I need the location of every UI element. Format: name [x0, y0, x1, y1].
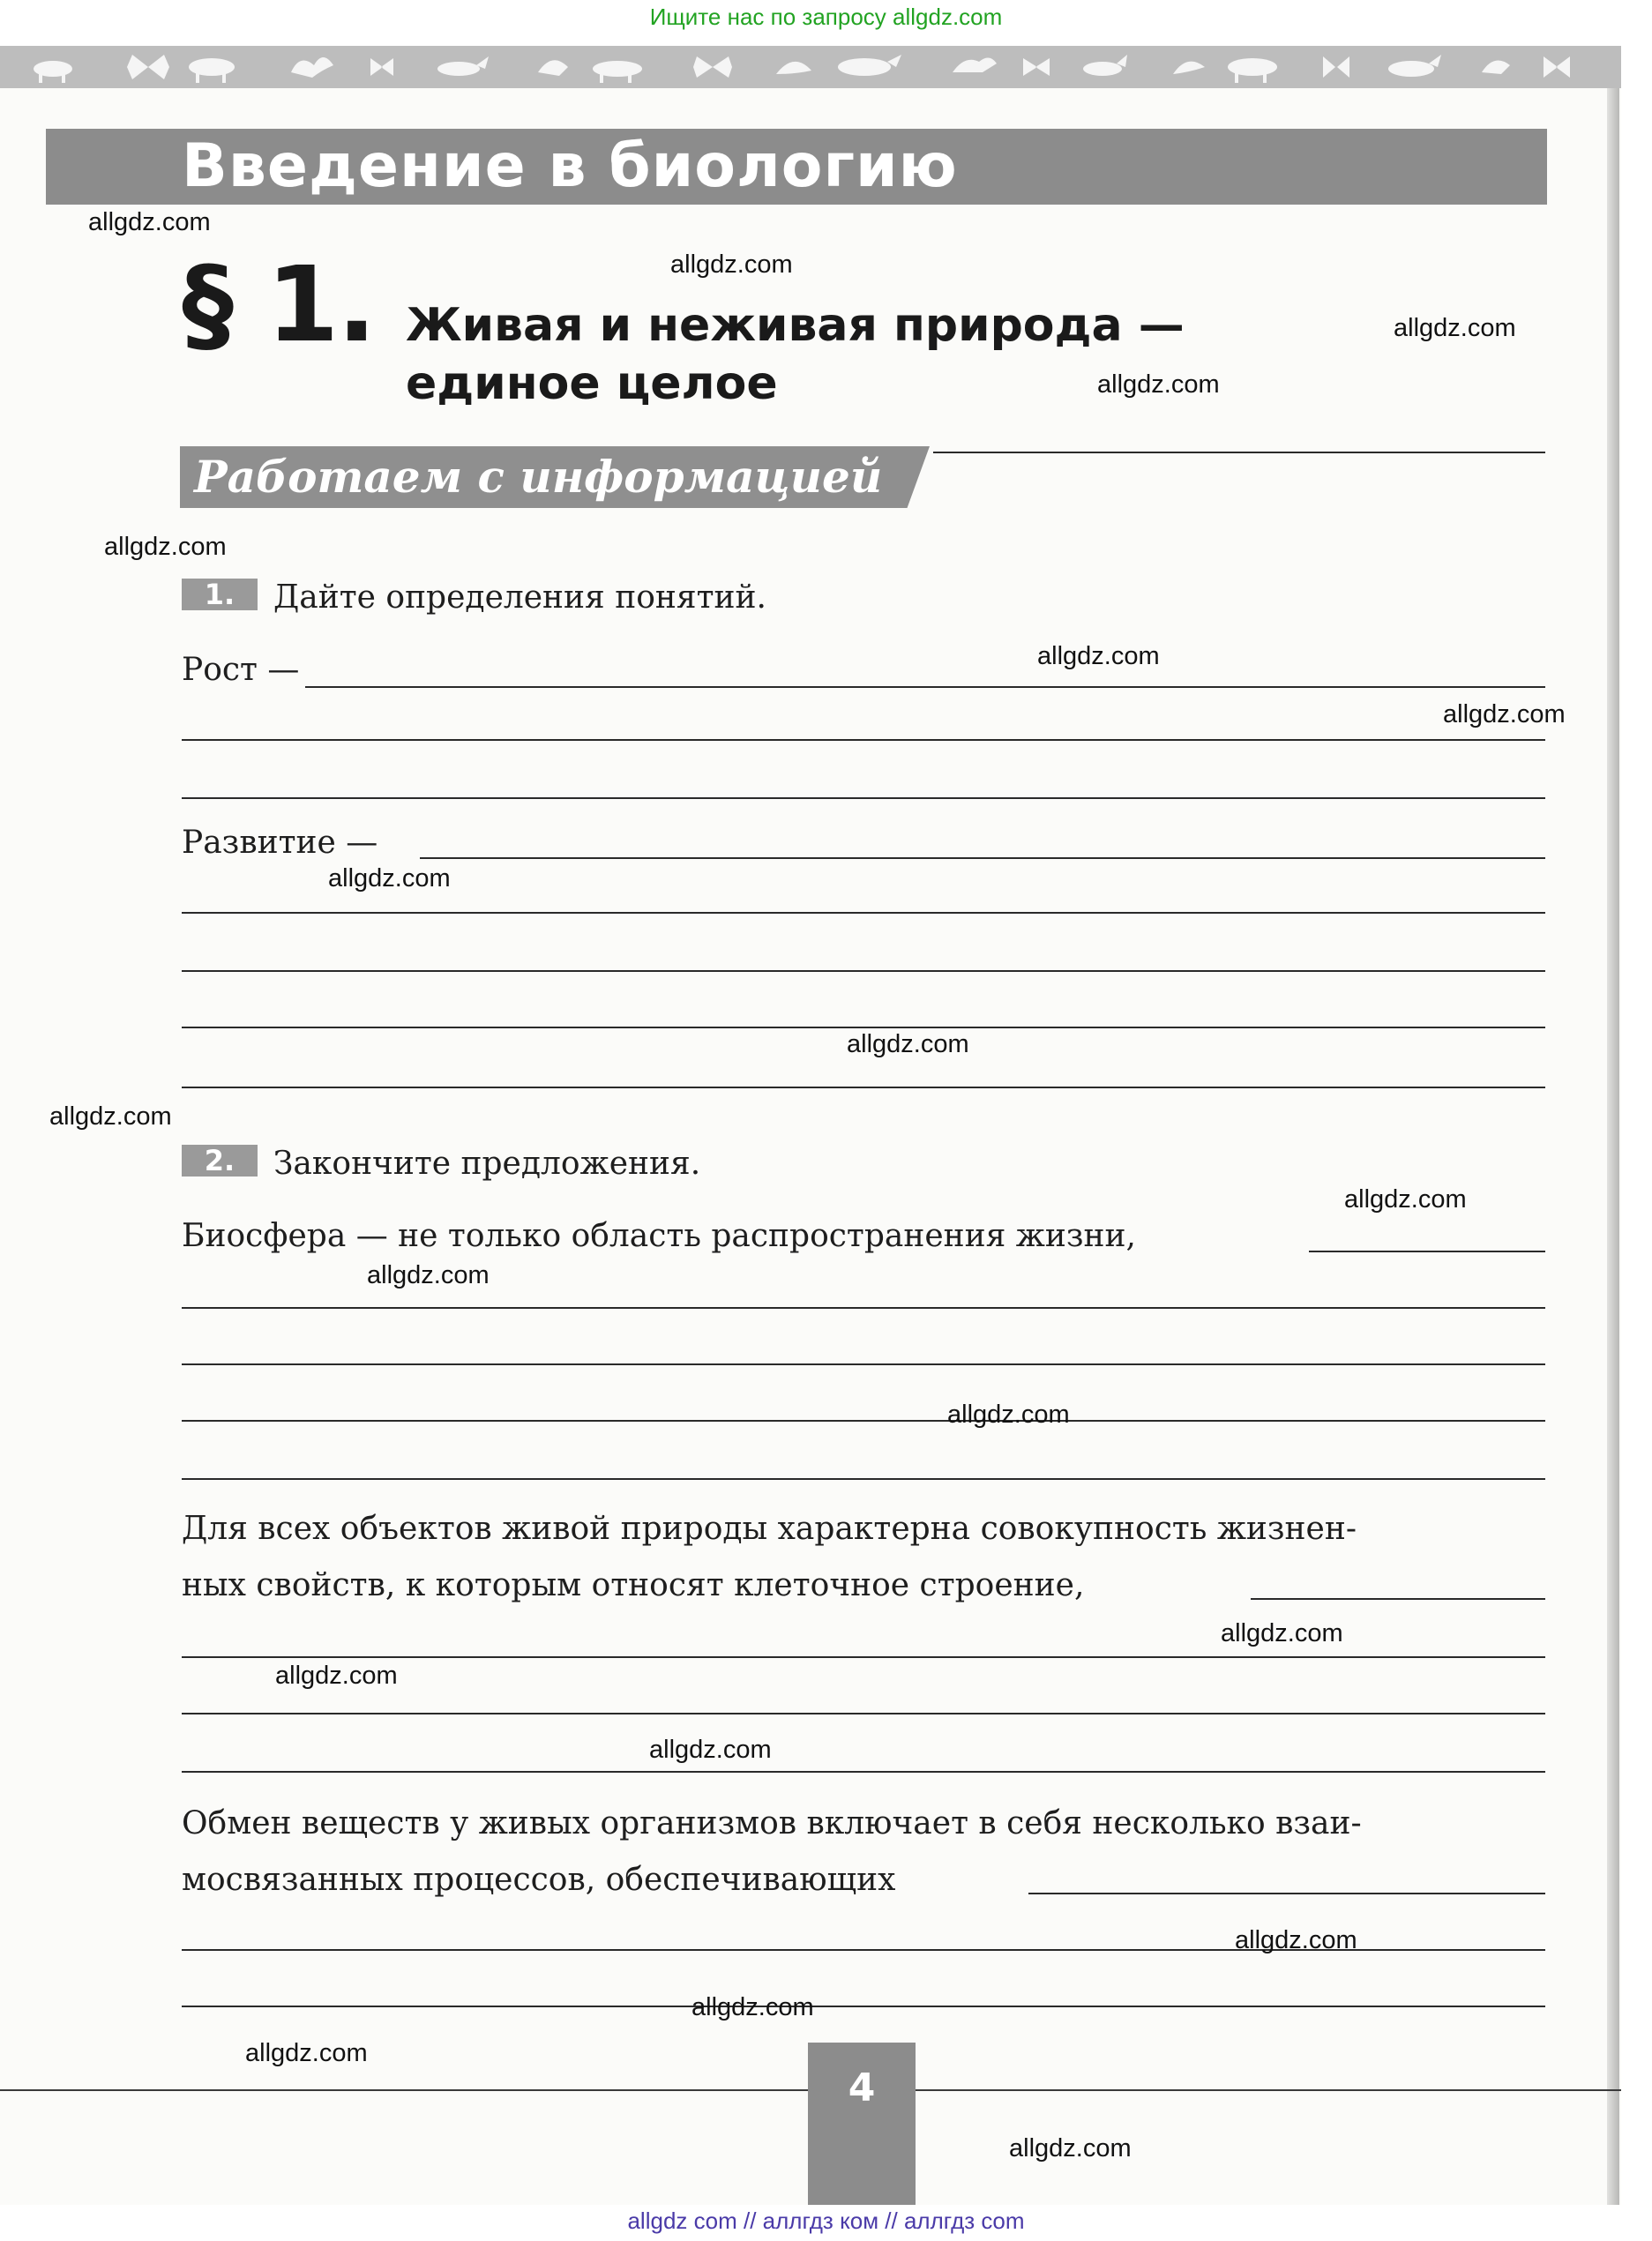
answer-line-biosphere-1[interactable]: [1309, 1251, 1545, 1252]
watermark[interactable]: allgdz.com: [670, 250, 793, 279]
watermark[interactable]: allgdz.com: [1221, 1619, 1343, 1647]
paragraph-title: [406, 296, 1185, 413]
animal-silhouette-banner: [0, 46, 1621, 88]
watermark[interactable]: allgdz.com: [367, 1261, 490, 1289]
sentence-metabolism-line2: мосвязанных процессов, обеспечивающих: [182, 1862, 896, 1898]
answer-line-properties-2[interactable]: [182, 1656, 1545, 1658]
sentence-properties-line2: ных свойств, к которым относят клеточное строение,: [182, 1567, 1085, 1603]
answer-line-properties-4[interactable]: [182, 1771, 1545, 1773]
watermark[interactable]: allgdz.com: [275, 1662, 398, 1690]
watermark[interactable]: allgdz.com: [1443, 700, 1566, 728]
watermark[interactable]: allgdz.com: [1394, 314, 1516, 342]
answer-line-development-1[interactable]: [420, 857, 1545, 859]
answer-line-biosphere-4[interactable]: [182, 1420, 1545, 1422]
answer-line-development-4[interactable]: [182, 1027, 1545, 1028]
task-2: [182, 1145, 700, 1180]
watermark[interactable]: allgdz.com: [1009, 2134, 1132, 2163]
sentence-properties-line1: Для всех объектов живой природы характерна совокупность жизнен-: [182, 1511, 1357, 1547]
watermark[interactable]: allgdz.com: [104, 533, 227, 561]
watermark[interactable]: allgdz.com: [1344, 1185, 1467, 1214]
answer-line-properties-3[interactable]: [182, 1713, 1545, 1714]
term-growth: Рост —: [182, 652, 300, 688]
top-note[interactable]: Ищите нас по запросу allgdz.com: [649, 4, 1003, 30]
watermark[interactable]: allgdz.com: [88, 208, 211, 236]
animal-silhouettes-icon: [0, 46, 1621, 88]
answer-line-metabolism-3[interactable]: [182, 2006, 1545, 2007]
task-1: [182, 579, 766, 614]
watermark[interactable]: allgdz.com: [1037, 642, 1160, 670]
answer-line-development-2[interactable]: [182, 912, 1545, 914]
answer-line-growth-2[interactable]: [182, 739, 1545, 741]
term-development: Развитие —: [182, 825, 378, 861]
bottom-note[interactable]: allgdz com // аллгдз ком // аллгдз com: [627, 2207, 1025, 2234]
sentence-metabolism-line1: Обмен веществ у живых организмов включает в себя несколько взаи-: [182, 1805, 1362, 1841]
task-2-text: Закончите предложения.: [273, 1146, 701, 1182]
chapter-title: Введение в биологию: [182, 131, 958, 201]
answer-line: [933, 452, 1545, 453]
page-edge-shadow: [1607, 46, 1619, 2205]
watermark[interactable]: allgdz.com: [847, 1030, 969, 1058]
paragraph-title-line2: единое целое: [406, 357, 778, 410]
answer-line-biosphere-2[interactable]: [182, 1307, 1545, 1309]
answer-line-metabolism-1[interactable]: [1028, 1893, 1545, 1894]
task-2-number: 2.: [182, 1145, 258, 1177]
watermark[interactable]: allgdz.com: [1235, 1926, 1357, 1954]
watermark[interactable]: allgdz.com: [691, 1993, 814, 2021]
watermark[interactable]: allgdz.com: [328, 864, 451, 893]
answer-line-properties-1[interactable]: [1251, 1598, 1545, 1600]
answer-line-growth-1[interactable]: [305, 686, 1545, 688]
sentence-biosphere: Биосфера — не только область распространения жизни,: [182, 1218, 1136, 1254]
task-1-text: Дайте определения понятий.: [273, 579, 766, 616]
paragraph-number: § 1.: [182, 243, 376, 365]
answer-line-biosphere-5[interactable]: [182, 1478, 1545, 1480]
watermark[interactable]: allgdz.com: [245, 2039, 368, 2067]
watermark[interactable]: allgdz.com: [947, 1401, 1070, 1429]
page-number: 4: [848, 2065, 876, 2110]
answer-line-growth-3[interactable]: [182, 797, 1545, 799]
paragraph-title-line1: Живая и неживая природа —: [406, 299, 1185, 352]
answer-line-development-5[interactable]: [182, 1087, 1545, 1088]
section-title: Работаем с информацией: [194, 451, 883, 503]
task-1-number: 1.: [182, 579, 258, 610]
answer-line-biosphere-3[interactable]: [182, 1363, 1545, 1365]
answer-line-development-3[interactable]: [182, 970, 1545, 972]
watermark[interactable]: allgdz.com: [1097, 370, 1220, 399]
watermark[interactable]: allgdz.com: [649, 1736, 772, 1764]
watermark[interactable]: allgdz.com: [49, 1102, 172, 1131]
